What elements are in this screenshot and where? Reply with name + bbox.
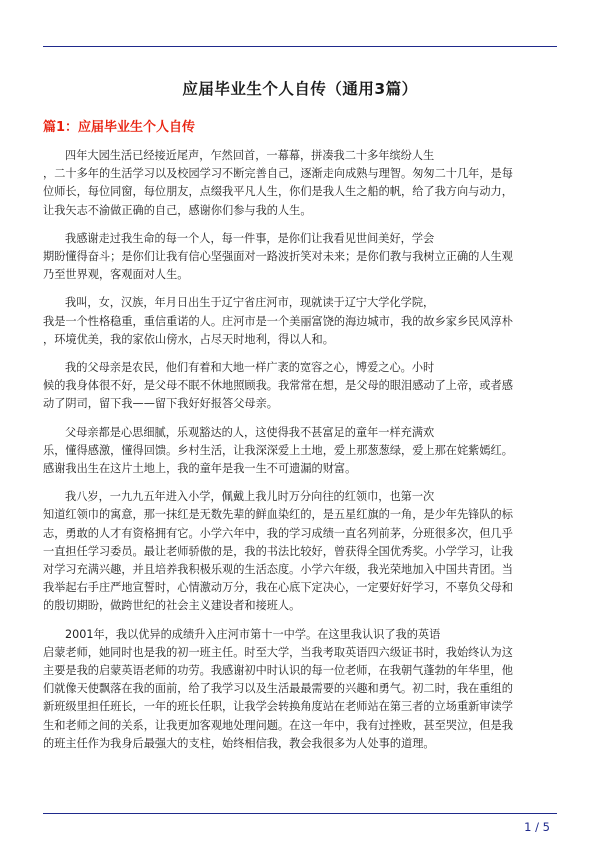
paragraph-line: 志，勇敢的人才有资格拥有它。小学六年中，我的学习成绩一直名列前茅，分班很多次，但几乎 <box>43 526 513 540</box>
paragraph-line: 新班级里担任班长，一年的班长任职，让我学会转换角度站在老师站在第三者的立场重新审读学 <box>43 700 513 714</box>
paragraph-line: ，二十多年的生活学习以及校园学习不断完善自己，逐渐走向成熟与理智。匆匆二十几年，是每 <box>43 167 513 181</box>
paragraph-line: 我叫，女，汉族，年月日出生于辽宁省庄河市，现就读于辽宁大学化学院， <box>65 296 435 310</box>
paragraph-line: ，环境优美，我的家依山傍水，占尽天时地利，得以人和。 <box>43 332 334 346</box>
paragraph-line: 对学习充满兴趣，并且培养我积极乐观的生活态度。小学六年级，我光荣地加入中国共青团。当 <box>43 563 513 577</box>
paragraph-line: 感谢我出生在这片土地上，我的童年是我一生不可遗漏的财富。 <box>43 462 357 476</box>
page-number: 1 / 5 <box>524 820 550 834</box>
document-body <box>43 147 557 763</box>
paragraph-line: 2001年，我以优异的成绩升入庄河市第十一中学。在这里我认识了我的英语 <box>65 627 441 641</box>
paragraph-line: 期盼懂得奋斗；是你们让我有信心坚强面对一路波折笑对未来；是你们教与我树立正确的人生观 <box>43 250 513 264</box>
footer-rule <box>43 813 557 814</box>
paragraph <box>43 488 557 615</box>
paragraph <box>43 230 557 285</box>
paragraph-line: 我八岁，一九九五年进入小学，佩戴上我儿时万分向往的红领巾，也第一次 <box>65 490 435 504</box>
paragraph-line: 们就像天使飘落在我的面前，给了我学习以及生活最最需要的兴趣和勇气。初二时，我在重组的 <box>43 682 513 696</box>
paragraph-line: 让我矢志不渝做正确的自己，感谢你们参与我的人生。 <box>43 203 312 217</box>
paragraph-line: 我的父母亲是农民，他们有着和大地一样广袤的宽容之心，博爱之心。小时 <box>65 361 435 375</box>
section-heading: 篇1：应届毕业生个人自传 <box>43 120 196 135</box>
paragraph-line: 我举起右手庄严地宣誓时，心情激动万分，我在心底下定决心，一定要好好学习，不辜负父母和 <box>43 581 513 595</box>
paragraph-line: 四年大园生活已经接近尾声，乍然回首，一幕幕，拼凑我二十多年缤纷人生 <box>65 149 435 162</box>
header-rule <box>43 46 557 47</box>
paragraph <box>43 626 557 753</box>
paragraph <box>43 359 557 414</box>
paragraph-line: 位师长，每位同窗，每位朋友，点缀我平凡人生，你们是我人生之船的帆，给了我方向与动力， <box>43 185 513 199</box>
paragraph-line: 我是一个性格稳重，重信重诺的人。庄河市是一个美丽富饶的海边城市，我的故乡家乡民风淳朴 <box>43 314 513 328</box>
paragraph-line: 的班主任作为我身后最强大的支柱，始终相信我，教会我很多为人处事的道理。 <box>43 736 435 750</box>
paragraph <box>43 147 557 220</box>
paragraph-line: 乐，懂得感激，懂得回馈。乡村生活，让我深深爱上土地，爱上那葱葱绿，爱上那在姹紫嫣红。 <box>43 443 513 457</box>
paragraph <box>43 294 557 349</box>
paragraph-line: 启蒙老师，她同时也是我的初一班主任。时至大学，当我考取英语四六级证书时，我始终认为这 <box>43 645 513 659</box>
paragraph-line: 我感谢走过我生命的每一个人，每一件事，是你们让我看见世间美好，学会 <box>65 231 435 245</box>
paragraph-line: 乃至世界观，客观面对人生。 <box>43 268 189 282</box>
paragraph-line: 生和老师之间的关系，让我更加客观地处理问题。在这一年中，我有过挫败，甚至哭泣，但是我 <box>43 718 513 732</box>
paragraph-line: 动了阴司，留下我——留下我好好报答父母亲。 <box>43 397 278 411</box>
paragraph-line: 候的我身体很不好，是父母不眠不休地照顾我。我常常在想，是父母的眼泪感动了上帝，或者感 <box>43 379 513 393</box>
document-title: 应届毕业生个人自传（通用3篇） <box>182 80 418 98</box>
paragraph-line: 父母亲都是心思细腻，乐观豁达的人，这使得我不甚富足的童年一样充满欢 <box>65 425 435 439</box>
paragraph-line: 的殷切期盼，做跨世纪的社会主义建设者和接班人。 <box>43 599 301 613</box>
paragraph <box>43 424 557 479</box>
paragraph-line: 一直担任学习委员。最让老师骄傲的是，我的书法比较好，曾获得全国优秀奖。小学学习，让我 <box>43 544 513 558</box>
paragraph-line: 主要是我的启蒙英语老师的功劳。我感谢初中时认识的每一位老师，在我朝气蓬勃的年华里，他 <box>43 664 513 678</box>
paragraph-line: 知道红领巾的寓意，那一抹红是无数先辈的鲜血染红的，是五星红旗的一角，是少年先锋队的标 <box>43 508 513 522</box>
